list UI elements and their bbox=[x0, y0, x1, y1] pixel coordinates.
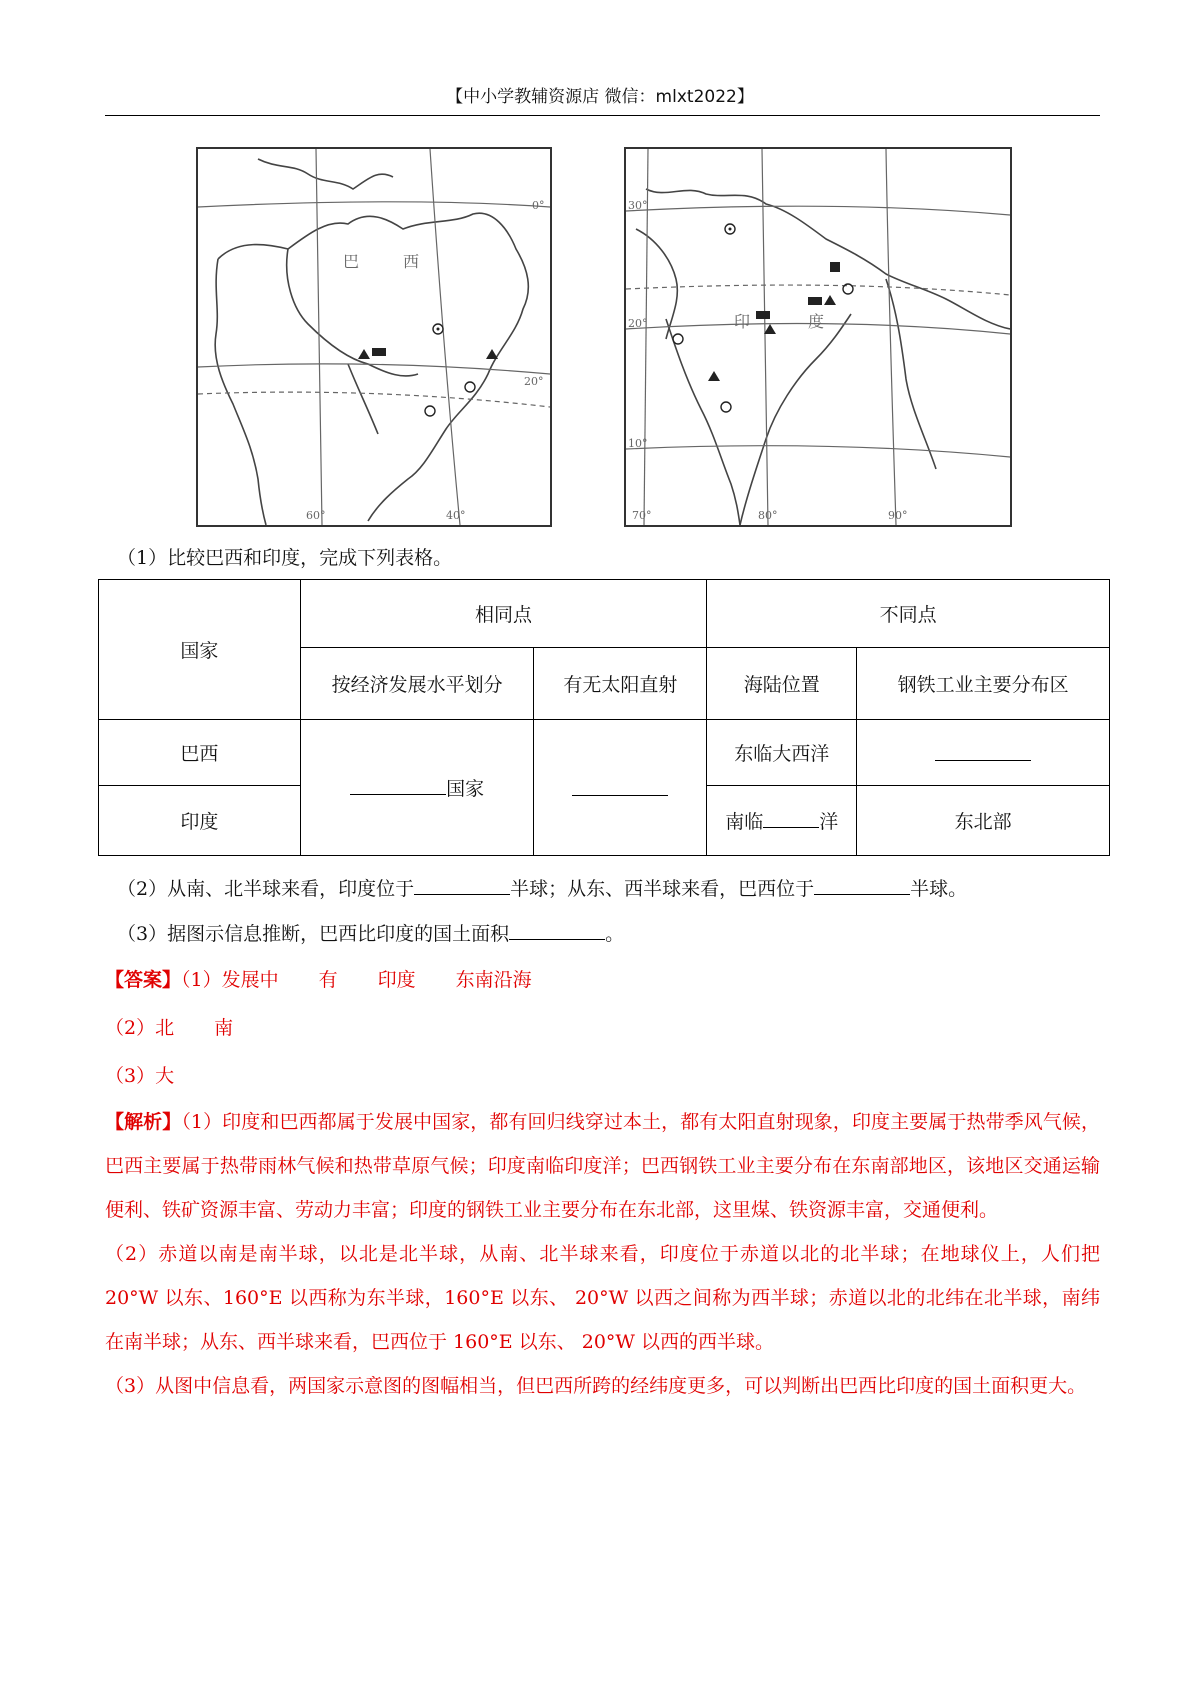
brazil-location: 东临大西洋 bbox=[707, 720, 857, 786]
answer-item: 北 bbox=[155, 1017, 175, 1039]
fill-blank[interactable] bbox=[509, 919, 605, 940]
lat-label-20: 20° bbox=[628, 317, 648, 330]
india-location-suffix: 洋 bbox=[819, 811, 839, 833]
q2-part3: 半球。 bbox=[910, 878, 968, 900]
answer-label: 【答案】 bbox=[105, 969, 182, 991]
answer-item: 发展中 bbox=[221, 969, 279, 991]
lat-label-0: 0° bbox=[532, 199, 545, 212]
fill-blank[interactable] bbox=[814, 874, 910, 895]
q2-part1: （2）从南、北半球来看，印度位于 bbox=[117, 878, 415, 900]
fill-blank[interactable] bbox=[763, 807, 819, 828]
cell-economy bbox=[300, 720, 534, 856]
q2-part2: 半球；从东、西半球来看，巴西位于 bbox=[510, 878, 815, 900]
analysis-p1 bbox=[105, 1100, 1100, 1232]
economy-suffix: 国家 bbox=[446, 778, 485, 800]
answer-prefix: （1） bbox=[181, 969, 222, 991]
india-location-prefix: 南临 bbox=[725, 811, 764, 833]
question-1: （1）比较巴西和印度，完成下列表格。 bbox=[117, 547, 453, 569]
header-country: 国家 bbox=[99, 580, 301, 720]
answer-line-1 bbox=[105, 965, 532, 992]
city-icon bbox=[721, 402, 731, 412]
city-icon bbox=[425, 406, 435, 416]
triangle-icon bbox=[486, 349, 498, 359]
fill-blank[interactable] bbox=[572, 775, 668, 796]
question-2 bbox=[117, 874, 967, 901]
map-label-india-1: 印 bbox=[734, 312, 751, 331]
capital-dot-icon bbox=[729, 228, 732, 231]
page-header: 【中小学教辅资源店 微信：mlxt2022】 bbox=[446, 87, 754, 107]
map-label-india-2: 度 bbox=[808, 312, 825, 331]
lon-label-70: 70° bbox=[632, 509, 652, 522]
answer-line-2 bbox=[105, 1013, 233, 1040]
india-steel: 东北部 bbox=[857, 786, 1110, 856]
answer-line-3: （3）大 bbox=[105, 1065, 175, 1087]
lon-label-90: 90° bbox=[888, 509, 908, 522]
row-brazil: 巴西 bbox=[99, 720, 301, 786]
analysis-p3: （3）从图中信息看，两国家示意图的图幅相当，但巴西所跨的经纬度更多，可以判断出巴西比印度的国土面积更大。 bbox=[105, 1375, 1087, 1397]
q3-part2: 。 bbox=[605, 923, 625, 945]
question-3 bbox=[117, 919, 624, 946]
header-diff: 不同点 bbox=[707, 580, 1110, 648]
india-location bbox=[707, 786, 857, 856]
header-same: 相同点 bbox=[300, 580, 707, 648]
q3-part1: （3）据图示信息推断，巴西比印度的国土面积 bbox=[117, 923, 510, 945]
lon-label-80: 80° bbox=[758, 509, 778, 522]
triangle-icon bbox=[358, 349, 370, 359]
map-label-brazil-1: 巴 bbox=[343, 252, 360, 271]
square-icon bbox=[830, 262, 840, 272]
triangle-icon bbox=[764, 324, 776, 334]
brazil-map bbox=[196, 147, 552, 527]
analysis-label: 【解析】 bbox=[105, 1111, 182, 1133]
col-location: 海陆位置 bbox=[707, 648, 857, 720]
triangle-icon bbox=[708, 371, 720, 381]
city-icon bbox=[843, 284, 853, 294]
india-map bbox=[624, 147, 1012, 527]
header-rule bbox=[105, 115, 1100, 116]
col-economy: 按经济发展水平划分 bbox=[300, 648, 534, 720]
city-icon bbox=[465, 382, 475, 392]
fill-blank[interactable] bbox=[935, 740, 1031, 761]
analysis bbox=[105, 1100, 1100, 1408]
brazil-map-figure bbox=[198, 149, 550, 525]
lat-label-20: 20° bbox=[524, 375, 544, 388]
triangle-icon bbox=[824, 295, 836, 305]
capital-dot-icon bbox=[437, 328, 440, 331]
answer-item: 南 bbox=[214, 1017, 234, 1039]
comparison-table bbox=[98, 579, 1110, 856]
lat-label-10: 10° bbox=[628, 437, 648, 450]
india-map-figure bbox=[626, 149, 1010, 525]
city-icon bbox=[673, 334, 683, 344]
fill-blank[interactable] bbox=[350, 774, 446, 795]
row-india: 印度 bbox=[99, 786, 301, 856]
coal-icon bbox=[808, 297, 822, 305]
cell-sun bbox=[534, 720, 707, 856]
answer-prefix: （2） bbox=[105, 1017, 156, 1039]
answer-item: 东南沿海 bbox=[455, 969, 532, 991]
col-sun: 有无太阳直射 bbox=[534, 648, 707, 720]
map-label-brazil-2: 西 bbox=[403, 252, 420, 271]
col-steel: 钢铁工业主要分布区 bbox=[857, 648, 1110, 720]
coal-icon bbox=[372, 348, 386, 356]
answer-item: 有 bbox=[318, 969, 338, 991]
analysis-p2: （2）赤道以南是南半球，以北是北半球，从南、北半球来看，印度位于赤道以北的北半球；在地球仪上，人们把 20°W 以东、160°E 以西称为东半球，160°E 以东、 20°W 以西之间称为西半球；赤道以北的北纬在北半球，南纬在南半球；从东、西半球来看，巴西位于 160°E 以东、 20°W 以西的西半球。 bbox=[105, 1243, 1100, 1353]
answer-item: 印度 bbox=[377, 969, 416, 991]
fill-blank[interactable] bbox=[414, 874, 510, 895]
brazil-steel bbox=[857, 720, 1110, 786]
coal-icon bbox=[756, 311, 770, 319]
lon-label-60: 60° bbox=[306, 509, 326, 522]
lat-label-30: 30° bbox=[628, 199, 648, 212]
analysis-text: （1）印度和巴西都属于发展中国家，都有回归线穿过本土，都有太阳直射现象，印度主要属于热带季风气候，巴西主要属于热带雨林气候和热带草原气候；印度南临印度洋；巴西钢铁工业主要分布在东南部地区，该地区交通运输便利、铁矿资源丰富、劳动力丰富；印度的钢铁工业主要分布在东北部，这里煤、铁资源丰富，交通便利。 bbox=[105, 1111, 1100, 1221]
lon-label-40: 40° bbox=[446, 509, 466, 522]
